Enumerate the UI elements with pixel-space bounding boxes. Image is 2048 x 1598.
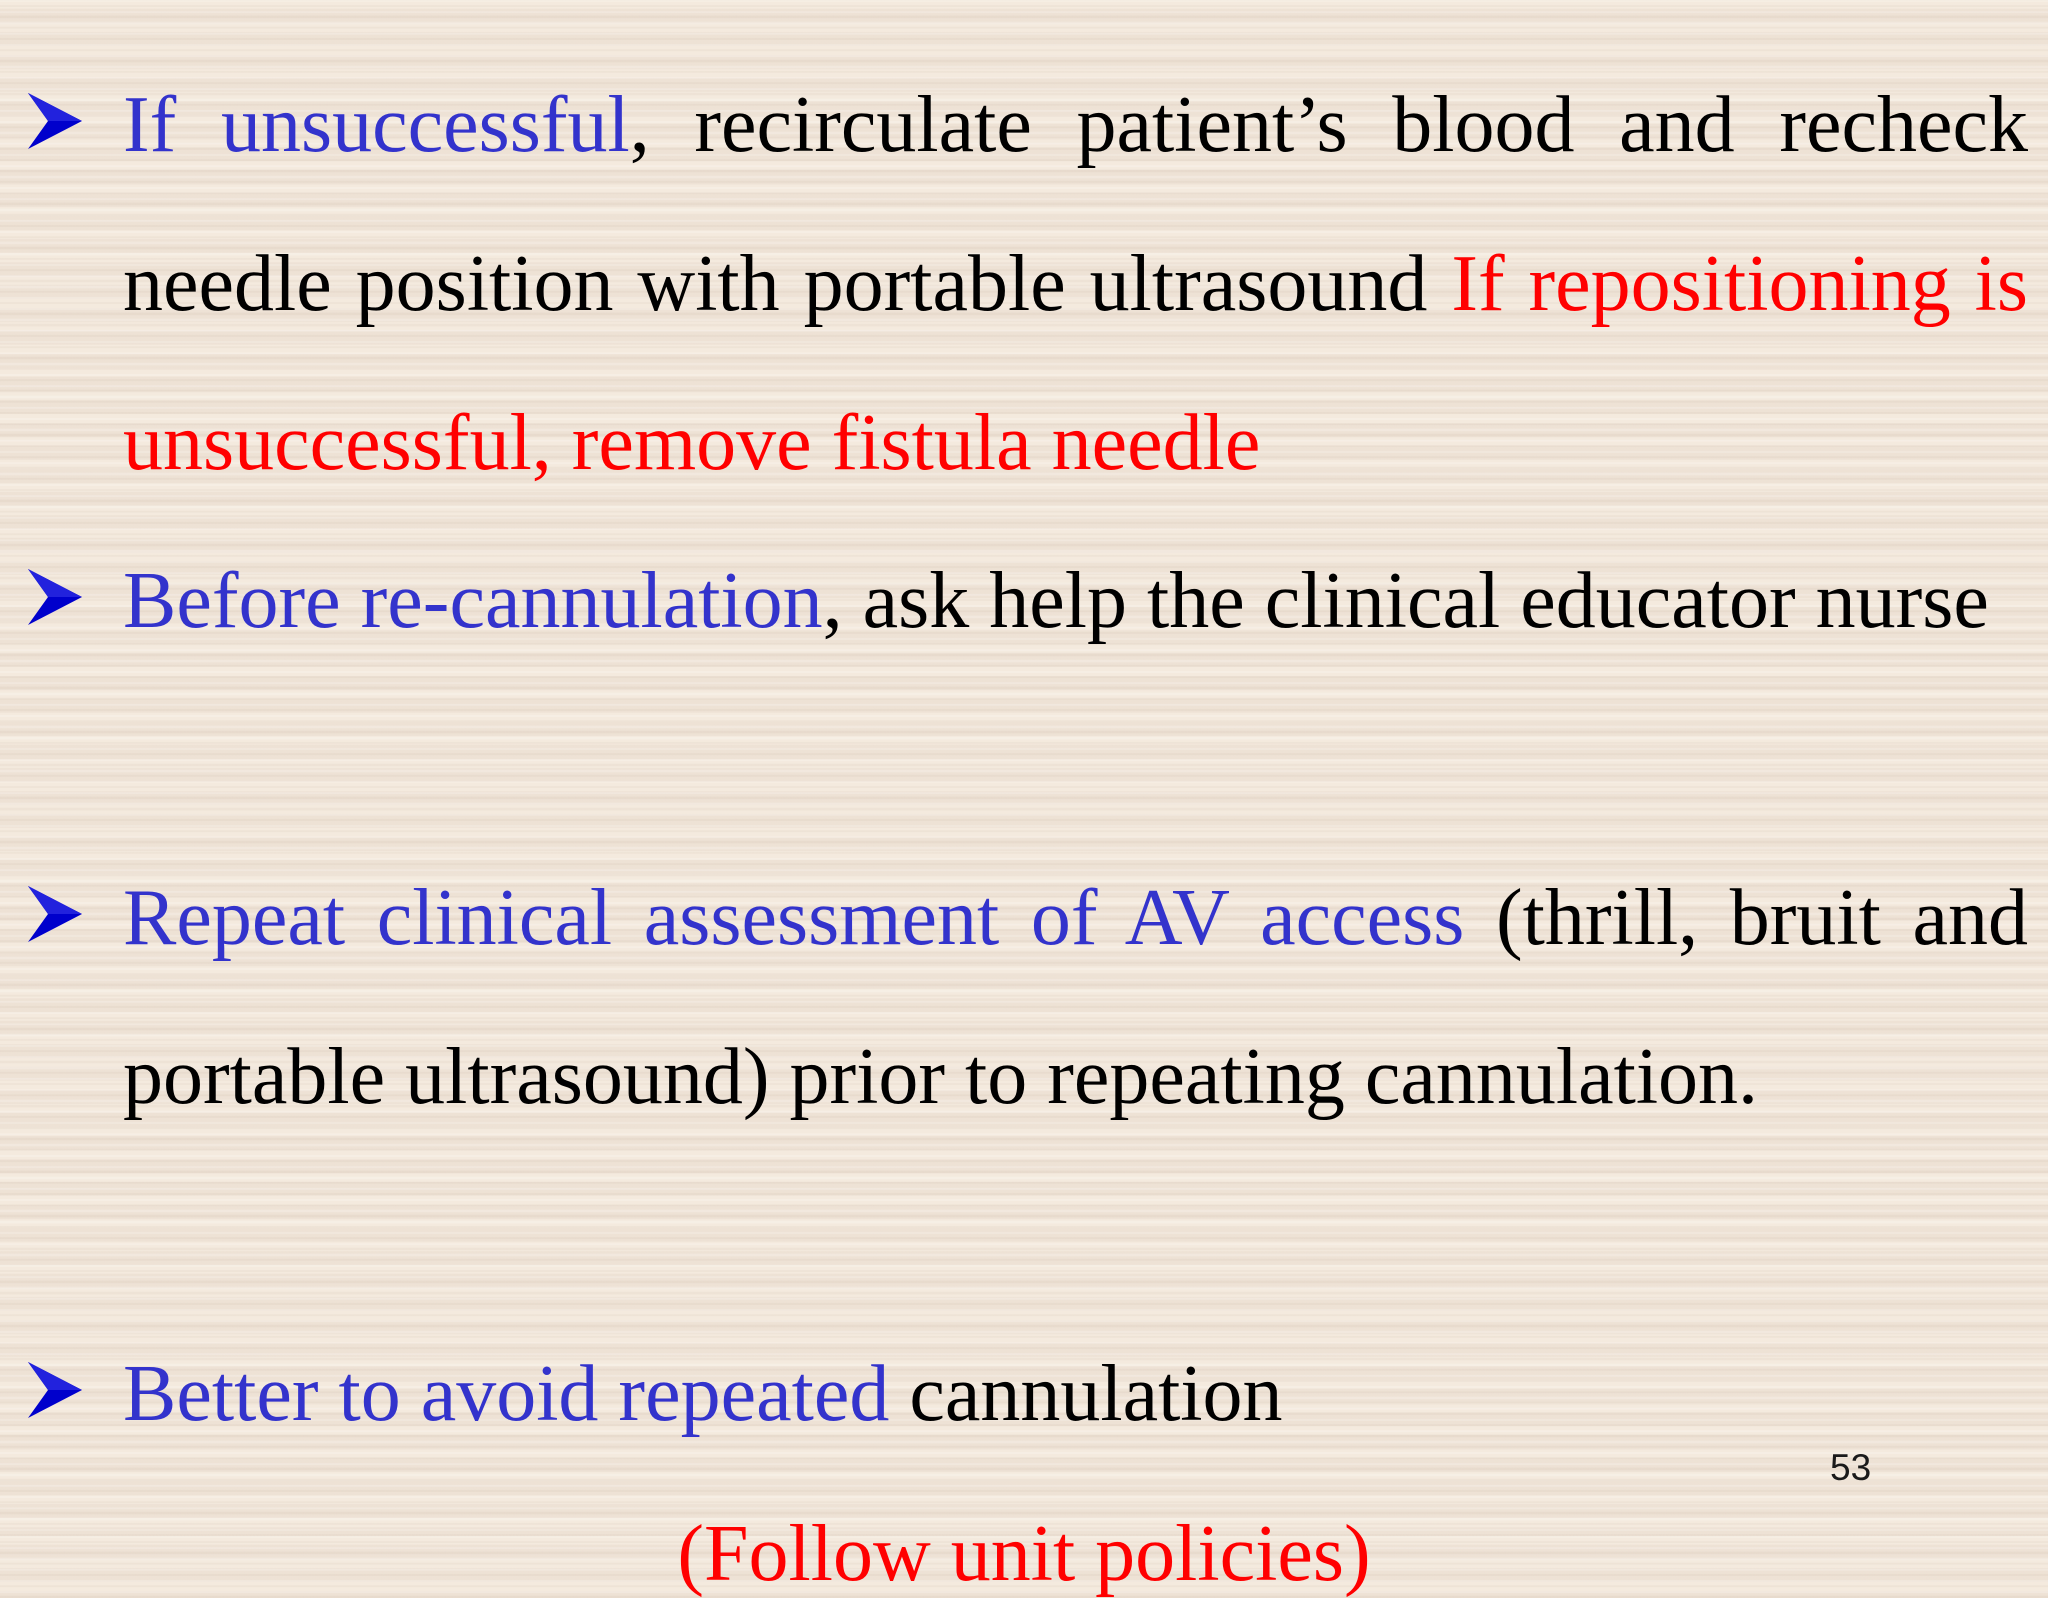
bullet-text-4 <box>123 1315 2028 1474</box>
arrowhead-bullet-icon <box>24 567 86 627</box>
bullet-text-1 <box>123 46 2028 523</box>
bullet-item-3 <box>0 839 2048 1157</box>
bullet-2-segment-2: , ask help the clinical educator nurse <box>822 557 1989 645</box>
bullet-3-segment-2: (thrill, bruit and portable ultrasound) prior to repeating cannulation. <box>123 874 2028 1121</box>
bullet-1-segment-3: If repositioning is unsuccessful, remove fistula needle <box>123 240 2029 487</box>
bullet-item-4 <box>0 1315 2048 1474</box>
bullet-text-3 <box>123 839 2028 1157</box>
page-number: 53 <box>1830 1447 1872 1488</box>
bullet-text-2 <box>123 522 2028 681</box>
footer-note <box>0 1504 2048 1598</box>
bullet-4-segment-2: cannulation <box>889 1350 1283 1438</box>
bullet-4-segment-1: Better to avoid repeated <box>123 1350 890 1438</box>
bullet-item-2 <box>0 522 2048 681</box>
arrowhead-bullet-icon <box>24 884 86 944</box>
arrowhead-bullet-icon <box>24 1360 86 1420</box>
bullet-1-segment-1: If unsuccessful <box>123 81 630 169</box>
bullet-item-1 <box>0 46 2048 523</box>
bullet-2-segment-1: Before re-cannulation <box>123 557 823 645</box>
bullet-3-segment-1: Repeat clinical assessment of AV access <box>123 874 1465 962</box>
bullet-1-segment-2: , recirculate patient’s blood and recheck needle position with portable ultrasound <box>123 81 2028 328</box>
footer-note-text: (Follow unit policies) <box>677 1510 1371 1598</box>
arrowhead-bullet-icon <box>24 91 86 151</box>
